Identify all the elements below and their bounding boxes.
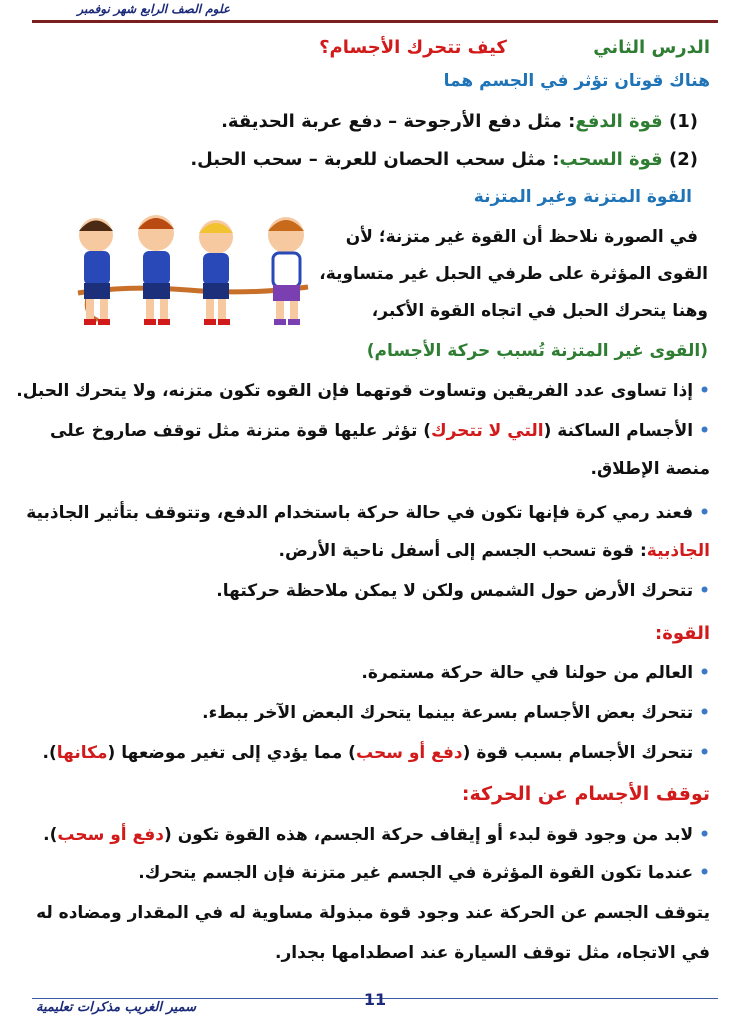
bullet-icon: •: [699, 663, 710, 683]
bullet-icon: •: [699, 743, 710, 763]
bullet-earth: [36, 578, 710, 604]
speed-text: تتحرك بعض الأجسام بسرعة بينما يتحرك البعض الآخر ببطء.: [202, 703, 694, 723]
unbalanced-heading: (القوى غير المتزنة تُسبب حركة الأجسام): [366, 341, 708, 361]
earth-text: تتحرك الأرض حول الشمس ولكن لا يمكن ملاحظة حركتها.: [216, 581, 694, 601]
bullet-speed: [36, 700, 710, 726]
stop-force-post: ).: [43, 825, 58, 845]
child-4: [268, 217, 304, 325]
static-text-post: ) تؤثر عليها قوة متزنة مثل توقف صاروخ على: [50, 421, 432, 441]
pull-line: [36, 146, 698, 174]
stop-para-2: في الاتجاه، مثل توقف السيارة عند اصطدامها بجدار.: [275, 943, 710, 963]
header-title: علوم الصف الرابع شهر نوفمبر: [77, 2, 230, 16]
unbalanced-moves-text: عندما تكون القوة المؤثرة في الجسم غير متزنة فإن الجسم يتحرك.: [138, 863, 694, 883]
force-cause-post: ).: [42, 743, 57, 763]
world-motion-text: العالم من حولنا في حالة حركة مستمرة.: [361, 663, 694, 683]
bullet-ball-throw: [26, 500, 710, 526]
bullet-unbalanced-moves: [36, 860, 710, 886]
bullet-force-cause: [36, 740, 710, 766]
page-number: 11: [363, 990, 387, 1009]
gravity-term: الجاذبية: [646, 541, 710, 561]
gravity-text: : قوة تسحب الجسم إلى أسفل ناحية الأرض.: [278, 541, 647, 561]
balanced-para-3: وهنا يتحرك الحبل في اتجاه القوة الأكبر،: [371, 301, 708, 321]
stop-heading: توقف الأجسام عن الحركة:: [461, 783, 710, 805]
balanced-para-2: القوى المؤثرة على طرفي الحبل غير متساوية،: [319, 264, 708, 284]
ball-throw-text: فعند رمي كرة فإنها تكون في حالة حركة باستخدام الدفع، وتتوقف بتأثير الجاذبية: [26, 503, 694, 523]
push-line: [36, 108, 698, 136]
stop-force-pre: لابد من وجود قوة لبدء أو إيقاف حركة الجسم، هذه القوة تكون (: [164, 825, 694, 845]
balanced-para-1: في الصورة نلاحظ أن القوة غير متزنة؛ لأن: [345, 227, 698, 247]
force-cause-pre: تتحرك الأجسام بسبب قوة (: [462, 743, 694, 763]
static-text-continued: منصة الإطلاق.: [590, 459, 710, 479]
bullet-balanced-text: إذا تساوى عدد الفريقين وتساوت قوتهما فإن القوه تكون متزنه، ولا يتحرك الحبل.: [16, 381, 694, 401]
pull-text: : مثل سحب الحصان للعربة – سحب الحبل.: [190, 149, 560, 170]
gravity-line: [36, 538, 710, 564]
bullet-stop-force: [36, 822, 710, 848]
intro-heading: هناك قوتان تؤثر في الجسم هما: [443, 71, 710, 91]
stop-force-red: دفع أو سحب: [57, 825, 165, 845]
child-1: [79, 218, 113, 325]
bullet-icon: •: [699, 581, 710, 601]
bullet-icon: •: [699, 703, 710, 723]
push-number: (1): [669, 111, 698, 132]
bullet-icon: •: [699, 421, 710, 441]
bullet-balanced: [16, 378, 710, 404]
static-text-red: التي لا تتحرك: [431, 421, 544, 441]
tug-of-war-illustration: [68, 195, 318, 345]
lesson-title-row: [36, 34, 710, 62]
force-cause-red: دفع أو سحب: [355, 743, 463, 763]
bullet-icon: •: [699, 863, 710, 883]
pull-number: (2): [669, 149, 698, 170]
child-3: [199, 220, 233, 325]
bullet-icon: •: [699, 825, 710, 845]
child-2: [138, 215, 174, 325]
force-heading: القوة:: [655, 623, 710, 644]
push-term: قوة الدفع: [575, 111, 663, 132]
force-cause-red-2: مكانها: [56, 743, 108, 763]
footer-author: سمير الغريب مذكرات تعليمية: [36, 1000, 197, 1015]
header-rule: [32, 20, 718, 23]
stop-para-1: يتوقف الجسم عن الحركة عند وجود قوة مبذولة مساوية له في المقدار ومضاده له: [36, 903, 710, 923]
bullet-world-motion: [36, 660, 710, 686]
push-text: : مثل دفع الأرجوحة – دفع عربة الحديقة.: [221, 111, 576, 132]
bullet-icon: •: [699, 381, 710, 401]
lesson-label: الدرس الثاني: [593, 37, 710, 58]
static-text-pre: الأجسام الساكنة (: [543, 421, 694, 441]
lesson-title: كيف تتحرك الأجسام؟: [319, 37, 507, 58]
balanced-heading: القوة المتزنة وغير المتزنة: [473, 187, 692, 207]
bullet-icon: •: [699, 503, 710, 523]
pull-term: قوة السحب: [559, 149, 663, 170]
bullet-static-objects: [36, 418, 710, 444]
force-cause-mid: ) مما يؤدي إلى تغير موضعها (: [107, 743, 356, 763]
